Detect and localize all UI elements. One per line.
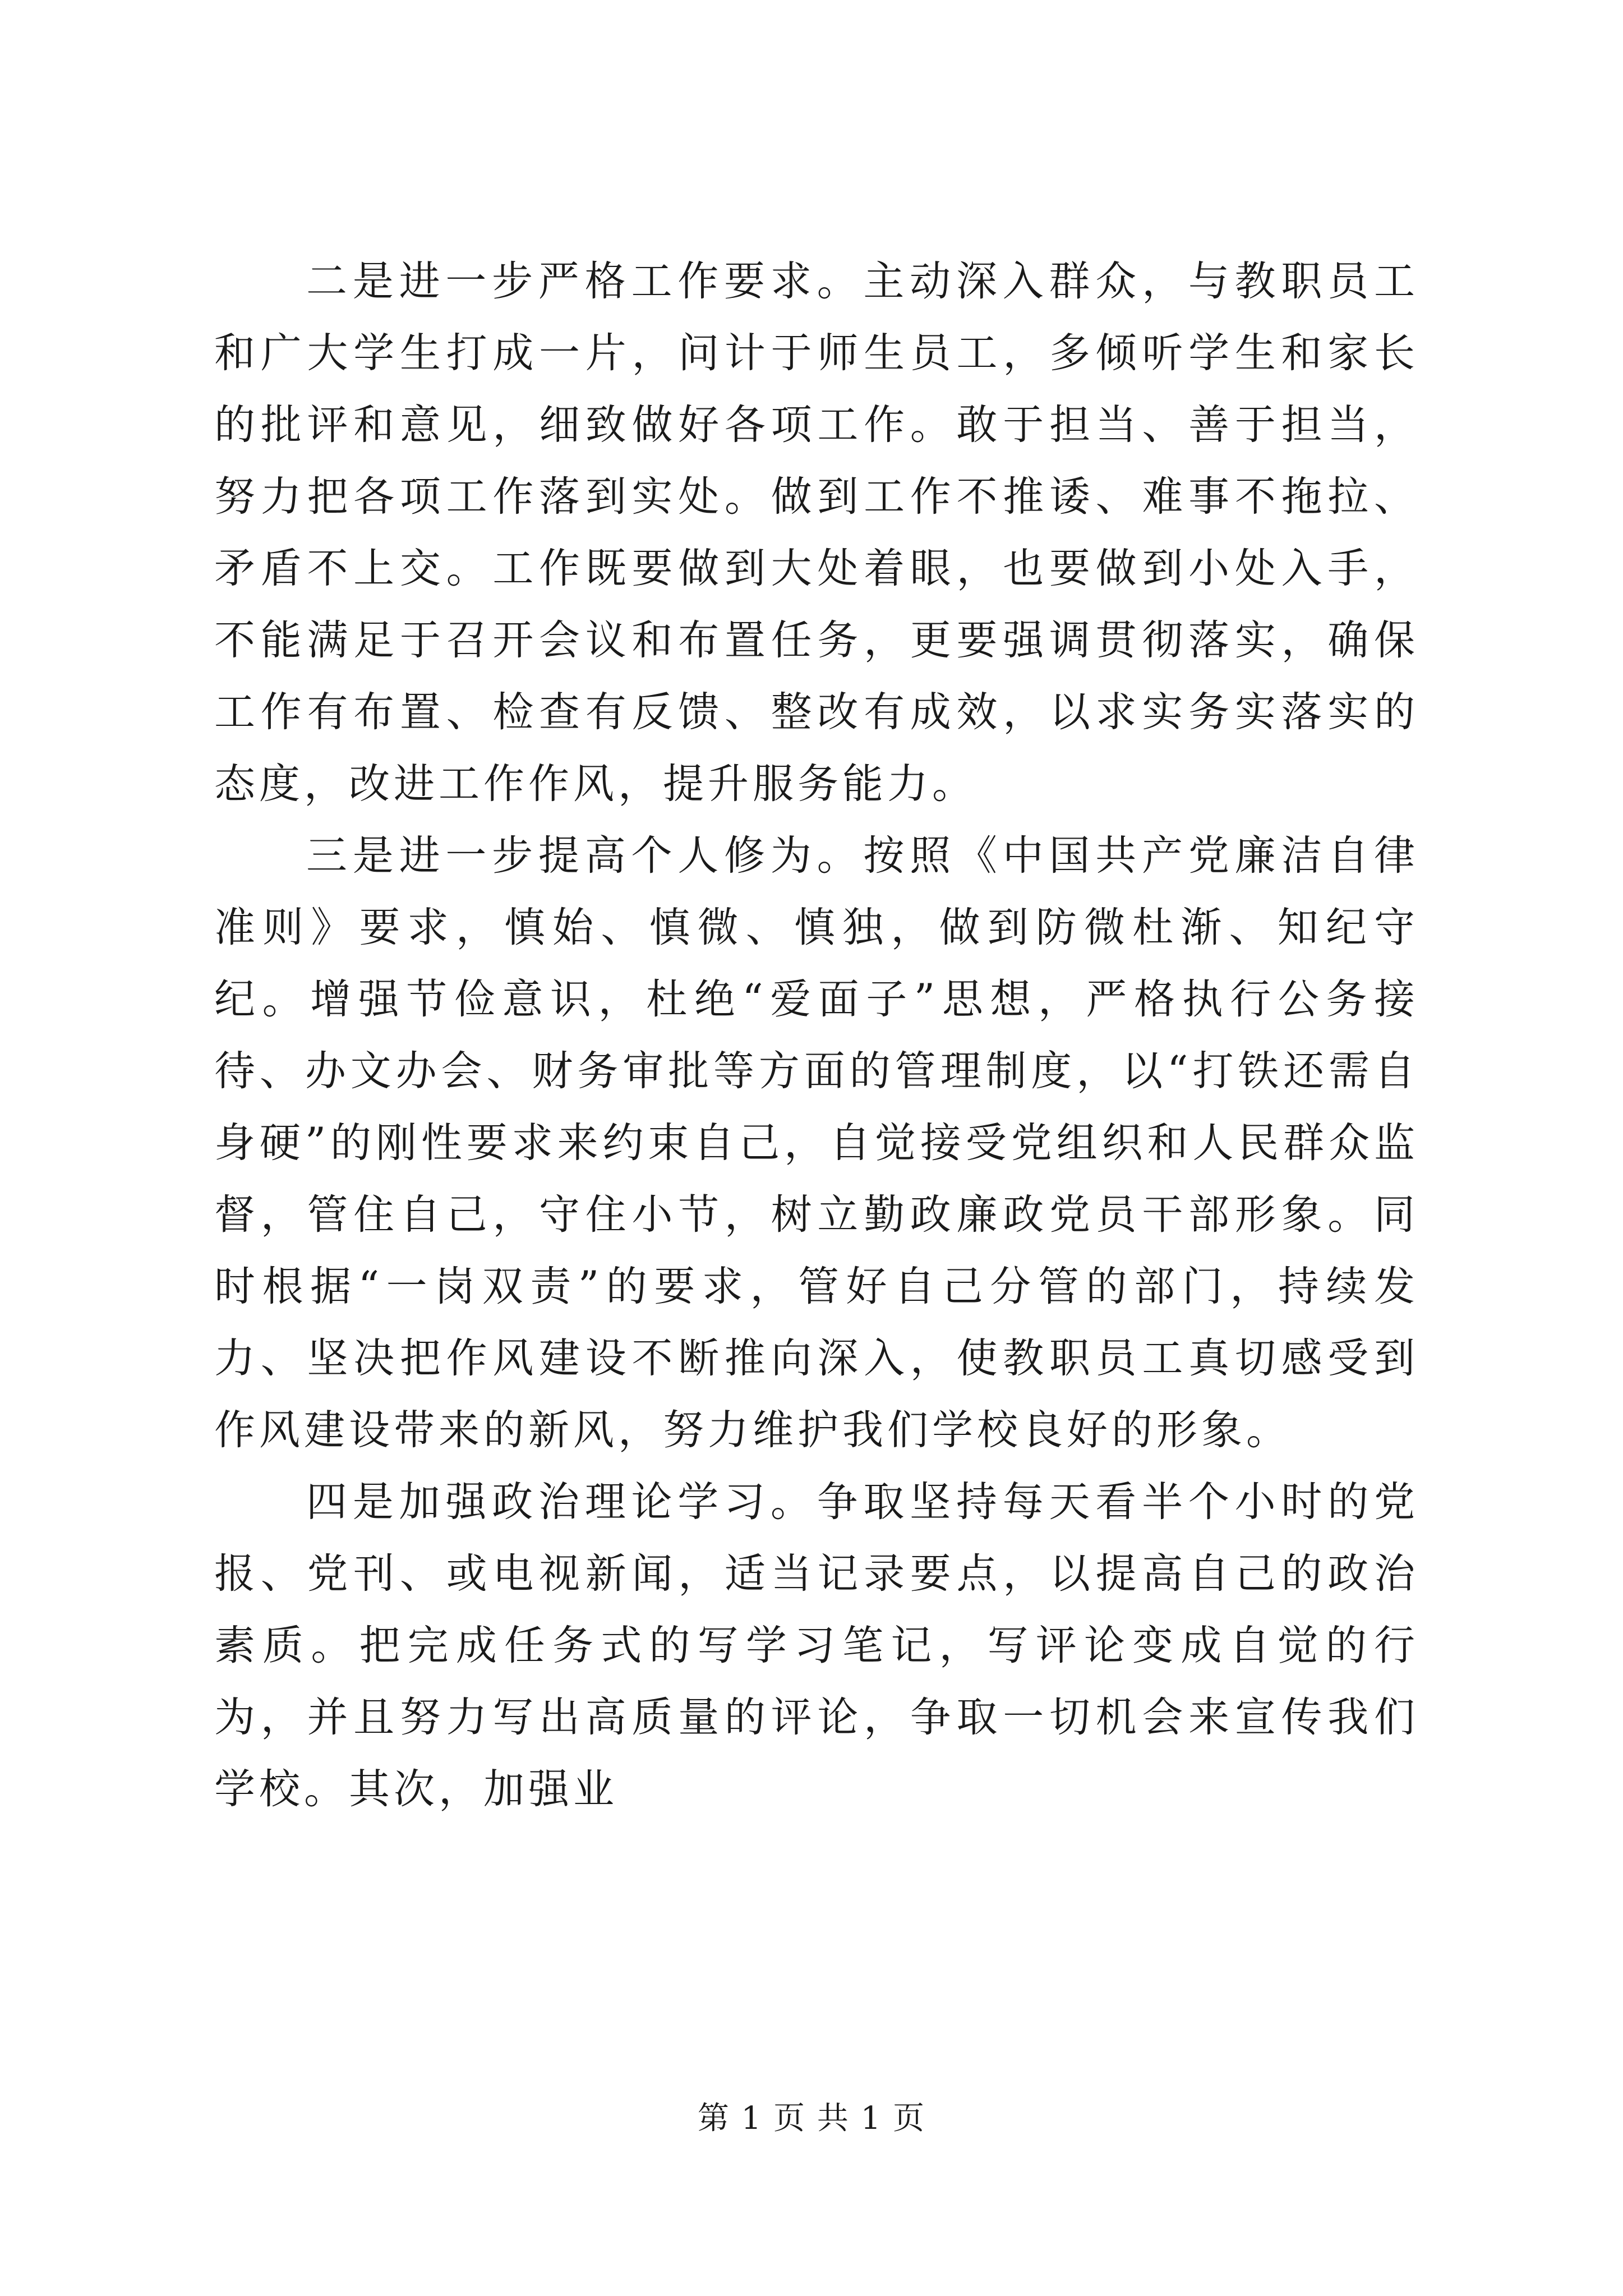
page-footer: 第 1 页 共 1 页 xyxy=(697,2100,926,2137)
document-body xyxy=(214,246,1419,1825)
paragraph-personal-conduct: 三是进一步提高个人修为。按照《中国共产党廉洁自律准则》要求，慎始、慎微、慎独，做到防微杜渐、知纪守纪。增强节俭意识，杜绝“爱面子”思想，严格执行公务接待、办文办会、财务审批等方面的管理制度，以“打铁还需自身硬”的刚性要求来约束自己，自觉接受党组织和人民群众监督，管住自己，守住小节，树立勤政廉政党员干部形象。同时根据“一岗双责”的要求，管好自己分管的部门，持续发力、坚决把作风建设不断推向深入，使教职员工真切感受到作风建设带来的新风，努力维护我们学校良好的形象。 xyxy=(214,832,1419,1454)
paragraph-work-requirements: 二是进一步严格工作要求。主动深入群众，与教职员工和广大学生打成一片，问计于师生员工，多倾听学生和家长的批评和意见，细致做好各项工作。敢于担当、善于担当，努力把各项工作落到实处。做到工作不推诿、难事不拖拉、矛盾不上交。工作既要做到大处着眼，也要做到小处入手，不能满足于召开会议和布置任务，更要强调贯彻落实，确保工作有布置、检查有反馈、整改有成效，以求实务实落实的态度，改进工作作风，提升服务能力。 xyxy=(214,257,1419,808)
paragraph-political-study: 四是加强政治理论学习。争取坚持每天看半个小时的党报、党刊、或电视新闻，适当记录要点，以提高自己的政治素质。把完成任务式的写学习笔记，写评论变成自觉的行为，并且努力写出高质量的评论，争取一切机会来宣传我们学校。其次，加强业 xyxy=(214,1478,1419,1813)
